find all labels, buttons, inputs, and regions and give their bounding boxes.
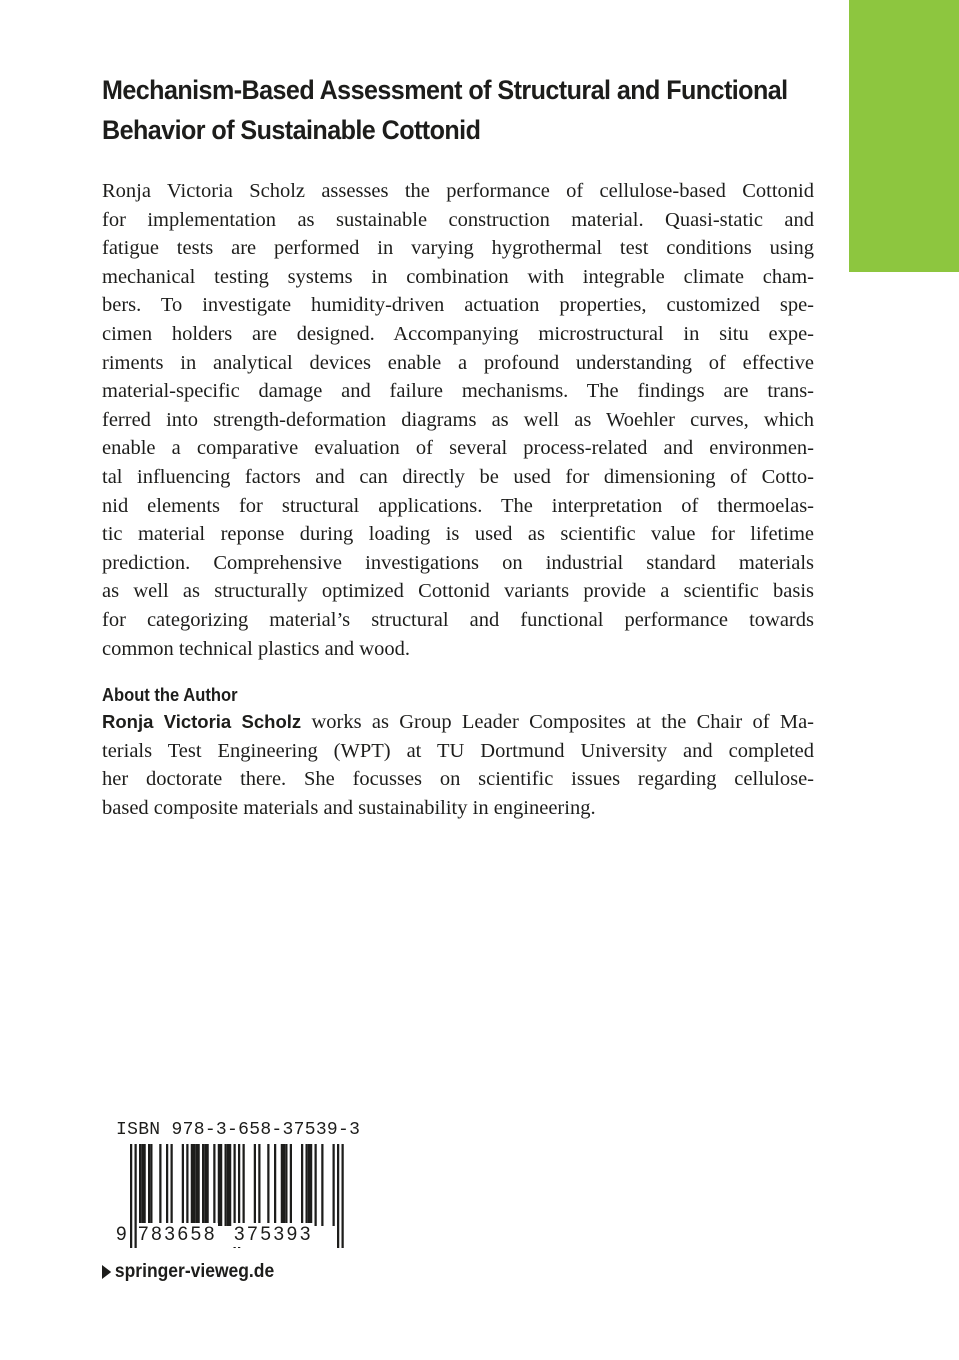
bio-line: her doctorate there. She focusses on scientific issues regarding cellulose- (102, 768, 814, 791)
triangle-right-icon (102, 1265, 111, 1279)
barcode-bar (182, 1144, 184, 1226)
barcode-bar (202, 1144, 204, 1226)
barcode-first-digit: 9 (116, 1224, 127, 1245)
barcode-bar (204, 1144, 206, 1226)
barcode-bar (267, 1144, 269, 1226)
barcode-bar (333, 1144, 335, 1226)
abstract-line: for implementation as sustainable construction material. Quasi-static and (102, 208, 814, 231)
barcode-bar (218, 1144, 220, 1226)
about-author-heading: About the Author (102, 685, 238, 705)
barcode-bar (337, 1144, 339, 1248)
barcode-bar (310, 1144, 312, 1226)
abstract-line: fatigue tests are performed in varying hygrothermal test conditions using (102, 237, 814, 260)
bio-line: based composite materials and sustainability in engineering. (102, 796, 596, 819)
barcode-bar (254, 1144, 256, 1226)
barcode-bar (193, 1144, 195, 1226)
barcode-bar (139, 1144, 141, 1226)
barcode-bar (281, 1144, 283, 1226)
book-title-line-1: Mechanism-Based Assessment of Structural and Functional (102, 75, 788, 105)
barcode-bar (195, 1144, 197, 1226)
barcode-left-digits: 783658 (138, 1224, 218, 1245)
abstract-line: common technical plastics and wood. (102, 637, 410, 660)
barcode-bar (229, 1144, 231, 1226)
barcode-bar (213, 1144, 215, 1226)
barcode-bar (198, 1144, 200, 1226)
abstract-line: bers. To investigate humidity-driven actuation properties, customized spe- (102, 294, 814, 317)
barcode-bar (220, 1144, 222, 1226)
book-abstract (102, 177, 814, 663)
abstract-line: tal influencing factors and can directly be used for dimensioning of Cotto- (102, 465, 814, 488)
barcode-bar (144, 1144, 146, 1226)
barcode-bar (171, 1144, 173, 1226)
book-title-line-2: Behavior of Sustainable Cottonid (102, 115, 481, 145)
barcode-bar (150, 1144, 152, 1226)
barcode-bar (207, 1144, 209, 1226)
abstract-line: tic material reponse during loading is used as scientific value for lifetime (102, 523, 814, 546)
barcode-bar (159, 1144, 161, 1226)
barcode-bar (225, 1144, 227, 1226)
abstract-line: Ronja Victoria Scholz assesses the performance of cellulose-based Cottonid (102, 180, 814, 202)
book-title (102, 70, 788, 150)
barcode-bar (141, 1144, 143, 1226)
author-bio (102, 708, 814, 822)
bio-first-line-text: works as Group Leader Composites at the Chair of Ma- (301, 711, 815, 733)
barcode-bar (227, 1144, 229, 1226)
barcode-right-digits: 375393 (234, 1224, 314, 1245)
abstract-line: enable a comparative evaluation of several process-related and environmen- (102, 437, 814, 460)
barcode-bar (130, 1144, 132, 1248)
bio-line: terials Test Engineering (WPT) at TU Dortmund University and completed (102, 739, 814, 762)
abstract-line: cimen holders are designed. Accompanying microstructural in situ expe- (102, 322, 814, 345)
abstract-line: prediction. Comprehensive investigations on industrial standard materials (102, 551, 814, 574)
barcode-bar (321, 1144, 323, 1226)
abstract-line: material-specific damage and failure mechanisms. The findings are trans- (102, 380, 814, 403)
publisher-url: springer-vieweg.de (114, 1261, 275, 1282)
abstract-line: for categorizing material’s structural and functional performance towards (102, 608, 814, 631)
barcode-bar (315, 1144, 317, 1226)
barcode-bar (308, 1144, 310, 1226)
barcode-bar (243, 1144, 245, 1226)
barcode-bar (342, 1144, 344, 1248)
barcode-bar (258, 1144, 260, 1226)
abstract-line: riments in analytical devices enable a profound understanding of effective (102, 351, 814, 374)
barcode-bar (186, 1144, 188, 1226)
abstract-line: as well as structurally optimized Cottonid variants provide a scientific basis (102, 580, 814, 603)
green-color-tab (849, 0, 959, 272)
abstract-line: mechanical testing systems in combination with integrable climate cham- (102, 265, 814, 288)
abstract-line: nid elements for structural applications. The interpretation of thermoelas- (102, 494, 814, 517)
barcode-bar (301, 1144, 303, 1226)
isbn-label: ISBN 978-3-658-37539-3 (116, 1120, 361, 1140)
barcode-bar (285, 1144, 287, 1226)
barcode-bar (191, 1144, 193, 1226)
barcode-bar (274, 1144, 276, 1226)
author-name: Ronja Victoria Scholz (102, 711, 302, 732)
barcode-bar (290, 1144, 292, 1226)
bio-line (102, 708, 814, 737)
publisher-link[interactable] (102, 1260, 274, 1284)
barcode-bar (166, 1144, 168, 1226)
barcode-bar (306, 1144, 308, 1226)
barcode-bar (148, 1144, 150, 1226)
abstract-line: ferred into strength-deformation diagrams as well as Woehler curves, which (102, 408, 814, 431)
barcode-bar (283, 1144, 285, 1226)
